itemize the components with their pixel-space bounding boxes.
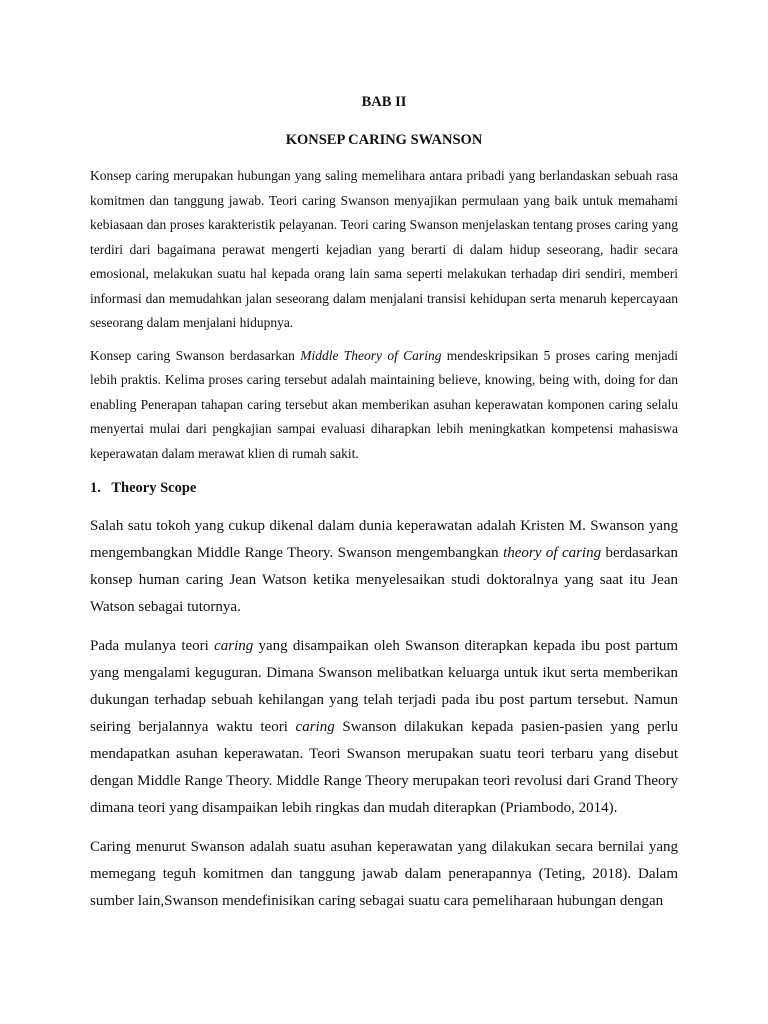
intro-paragraph-2-text: Konsep caring Swanson berdasarkan xyxy=(90,347,301,363)
section-paragraph-3: Caring menurut Swanson adalah suatu asuhan keperawatan yang dilakukan secara bernilai yang memegang teguh komitmen dan tanggung jawab dalam penerapannya (Teting, 2018). Dalam sumber lain,Swanson mendefinisikan caring sebagai suatu cara pemeliharaan hubungan dengan xyxy=(90,839,678,909)
document-page xyxy=(90,0,678,915)
intro-paragraph-2-italic: Middle Theory of Caring xyxy=(300,347,442,363)
section-paragraph-1-italic: theory of caring xyxy=(503,545,602,561)
intro-paragraph-2-text-rest: mendeskripsikan 5 proses caring menjadi lebih praktis. Kelima proses caring tersebut adalah maintaining believe, knowing, being with, doing for dan enabling Penerapan tahapan caring tersebut akan memberikan asuhan keperawatan komponen caring selalu menyertai mulai dari pengkajian sampai evaluasi diharapkan lebih meningkatkan kompetensi mahasiswa keperawatan dalam merawat klien di rumah sakit. xyxy=(90,347,678,461)
section-paragraph-1-text-rest: berdasarkan konsep human caring Jean Watson ketika menyelesaikan studi doktoralnya yang saat itu Jean Watson sebagai tutornya. xyxy=(90,545,678,615)
section-paragraph-2-text-rest: Swanson dilakukan kepada pasien-pasien yang perlu mendapatkan asuhan keperawatan. Teori Swanson merupakan suatu teori terbaru yang disebut dengan Middle Range Theory. Middle Range Theory merupakan teori revolusi dari Grand Theory dimana teori yang disampaikan lebih ringkas dan mudah diterapkan (Priambodo, 2014). xyxy=(90,719,678,816)
section-paragraph-1-text: Salah satu tokoh yang cukup dikenal dalam dunia keperawatan adalah Kristen M. Swanson yang mengembangkan Middle Range Theory. Swanson mengembangkan xyxy=(90,518,678,561)
section-heading xyxy=(90,476,678,500)
section-title: Theory Scope xyxy=(111,480,197,496)
section-paragraph-1 xyxy=(90,513,678,621)
section-paragraph-2-italic-1: caring xyxy=(214,638,254,654)
chapter-label: BAB II xyxy=(361,94,407,110)
intro-paragraph-1: Konsep caring merupakan hubungan yang saling memelihara antara pribadi yang berlandaskan sebuah rasa komitmen dan tanggung jawab. Teori caring Swanson menyajikan permulaan yang baik untuk memahami kebiasaan dan proses karakteristik pelayanan. Teori caring Swanson menjelaskan tentang proses caring yang terdiri dari bagaimana perawat mengerti kejadian yang berarti di dalam hidup seseorang, hadir secara emosional, melakukan suatu hal kepada orang lain sama seperti melakukan terhadap diri sendiri, memberi informasi dan memudahkan jalan seseorang dalam menjalani transisi kehidupan serta menaruh kepercayaan seseorang dalam menjalani hidupnya. xyxy=(90,168,678,330)
section-paragraph-2-text-middle: yang disampaikan oleh Swanson diterapkan kepada ibu post partum yang mengalami keguguran. Dimana Swanson melibatkan keluarga untuk ikut serta memberikan dukungan terhadap sebuah kehilangan yang telah terjadi pada ibu post partum tersebut. Namun seiring berjalannya waktu teori xyxy=(90,638,678,735)
section-number: 1. xyxy=(90,480,101,496)
section-paragraph-2-italic-2: caring xyxy=(295,719,335,735)
intro-paragraph-2 xyxy=(90,344,678,467)
section-paragraph-2 xyxy=(90,633,678,822)
chapter-title: KONSEP CARING SWANSON xyxy=(285,132,483,148)
section-paragraph-2-text: Pada mulanya teori xyxy=(90,638,215,654)
